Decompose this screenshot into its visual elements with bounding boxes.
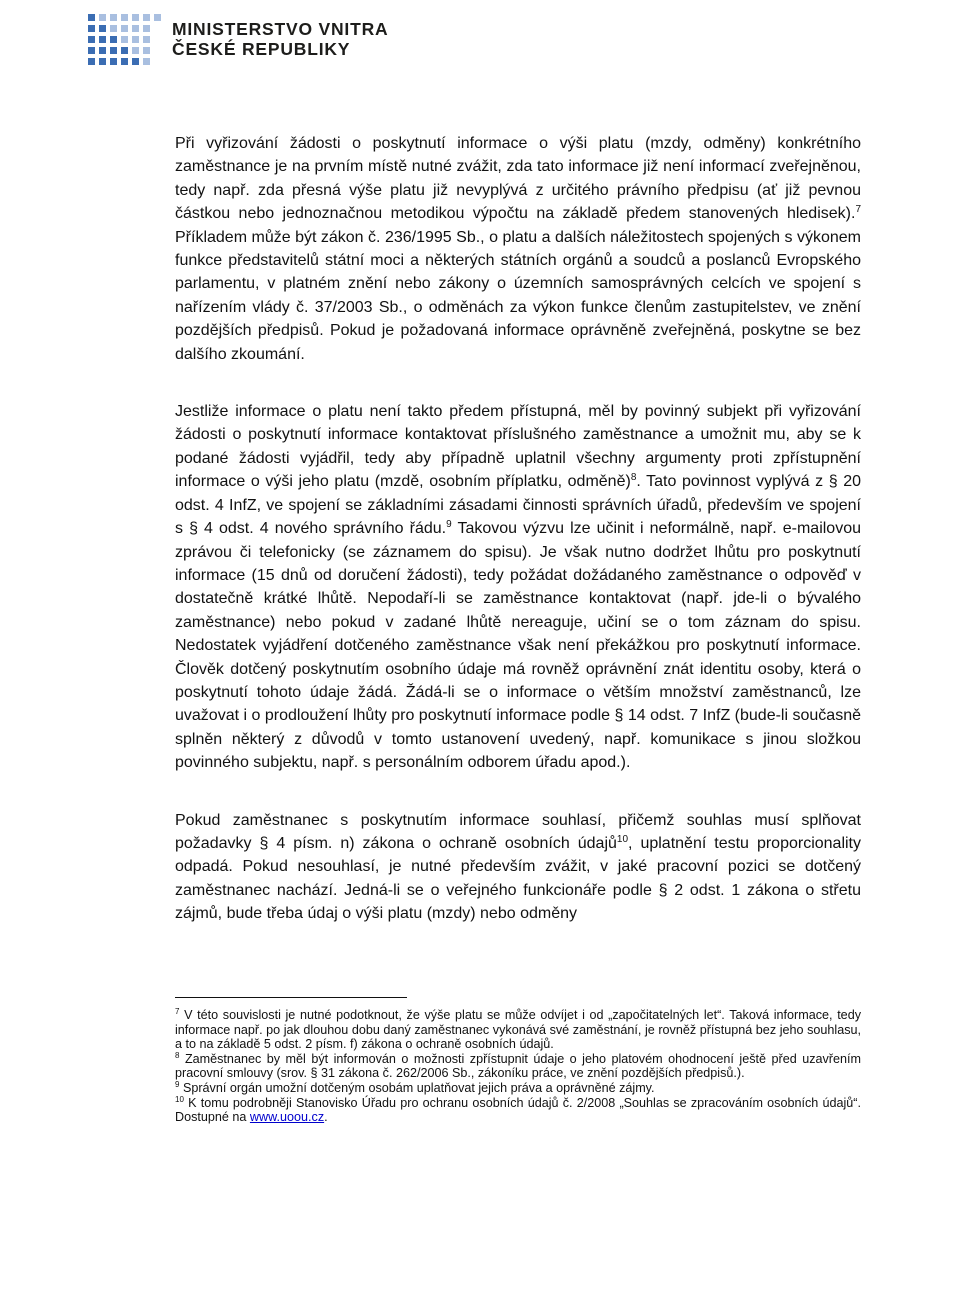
paragraph-3-text-a: Pokud zaměstnanec s poskytnutím informace souhlasí, přičemž souhlas musí splňovat požadavky § 4 písm. n) zákona o ochraně osobních údajů	[175, 811, 861, 852]
ministry-logo	[84, 12, 404, 68]
footnotes	[175, 1008, 861, 1125]
footnote-text: K tomu podrobněji Stanovisko Úřadu pro ochranu osobních údajů č. 2/2008 „Souhlas se zpracováním osobních údajů“. Dostupné na	[175, 1095, 861, 1125]
paragraph-1-text-b: Příkladem může být zákon č. 236/1995 Sb., o platu a dalších náležitostech spojených s výkonem funkce představitelů státní moci a některých státních orgánů a soudců a poslanců Evropského parlamentu, v platném znění nebo zákony o územních samosprávných celcích ve spojení s nařízením vlády č. 37/2003 Sb., o odměnách za výkon funkce členům zastupitelstev, ve znění pozdějších předpisů. Pokud je požadovaná informace oprávněně zveřejněná, poskytne se bez dalšího zkoumání.	[175, 228, 861, 363]
footnote-number: 10	[175, 1094, 184, 1104]
footnote-7	[175, 1008, 861, 1052]
footnote-text: Správní orgán umožní dotčeným osobám uplatňovat jejich práva a oprávněné zájmy.	[179, 1080, 655, 1095]
footnote-ref-7[interactable]: 7	[855, 204, 861, 216]
footnote-ref-9[interactable]: 9	[446, 519, 452, 531]
paragraph-2-text-b: . Tato povinnost vyplývá z § 20 odst. 4 InfZ, ve spojení se základními zásadami činnosti správních úřadů, především ve spojení s § 4 odst. 4 nového správního řádu.	[175, 473, 862, 538]
paragraph-3	[175, 809, 861, 926]
footnote-10	[175, 1096, 861, 1125]
paragraph-1	[175, 132, 861, 366]
footnote-text: Zaměstnanec by měl být informován o možnosti zpřístupnit údaje o jeho platovém ohodnocení ještě před uzavřením pracovní smlouvy (srov. § 31 zákona č. 262/2006 Sb., zákoníku práce, ve znění pozdějších předpisů.).	[175, 1051, 861, 1081]
footnote-8	[175, 1052, 861, 1081]
logo-dot-grid-icon	[84, 12, 162, 68]
footnote-ref-10[interactable]: 10	[616, 833, 629, 845]
paragraph-2-text-a: Jestliže informace o platu není takto předem přístupná, měl by povinný subjekt při vyřizování žádosti o poskytnutí informace kontaktovat příslušného zaměstnance a umožnit mu, aby se k podané žádosti vyjádřil, tedy aby případně uplatnil všechny argumenty proti zpřístupnění informace o výši jeho platu (mzdě, osobním příplatku, odměně)	[175, 403, 861, 491]
logo-line-1: MINISTERSTVO VNITRA	[172, 19, 389, 39]
logo-text	[172, 19, 388, 59]
footnote-text-after: .	[324, 1110, 328, 1125]
paragraph-2	[175, 400, 861, 775]
footnote-separator	[175, 997, 407, 998]
footnote-text: V této souvislosti je nutné podotknout, že výše platu se může odvíjet i od „započitatelných let“. Taková informace, tedy informace např. po jak dlouhou dobu daný zaměstnanec vykonává své zaměstnání, je rovněž přístupná bez jeho souhlasu, a to na základě 5 odst. 2 písm. f) zákona o ochraně osobních údajů.	[175, 1008, 861, 1052]
footnote-ref-8[interactable]: 8	[630, 472, 637, 484]
footnote-number: 8	[175, 1050, 180, 1060]
logo-line-2: ČESKÉ REPUBLIKY	[172, 39, 351, 59]
footnote-number: 7	[175, 1007, 180, 1016]
footnote-9	[175, 1081, 861, 1096]
document-body	[175, 132, 861, 926]
paragraph-2-text-c: Takovou výzvu lze učinit i neformálně, např. e-mailovou zprávou či telefonicky (se záznamem do spisu). Je však nutno dodržet lhůtu pro poskytnutí informace (15 dnů od doručení žádosti), tedy požádat dožádaného zaměstnance o odpověď v dostatečně krátké lhůtě. Nepodaří-li se zaměstnance kontaktovat (např. jde-li o bývalého zaměstnance) nebo pokud v zadané lhůtě nereaguje, učiní se o tom záznam do spisu. Nedostatek vyjádření dotčeného zaměstnance však není překážkou pro poskytnutí informace. Člověk dotčený poskytnutím osobního údaje má rovněž oprávnění znát identitu osoby, která o poskytnutí tohoto údaje žádá. Žádá-li se o informace o větším množství zaměstnanců, lze uvažovat i o prodloužení lhůty pro poskytnutí informace podle § 14 odst. 7 InfZ (bude-li současně splněn některý z důvodů v tomto ustanovení uvedený, např. komunikace s jinou složkou povinného subjektu, např. s personálním odborem úřadu apod.).	[175, 520, 862, 772]
paragraph-1-text-a: Při vyřizování žádosti o poskytnutí informace o výši platu (mzdy, odměny) konkrétního zaměstnance je na prvním místě nutné zvážit, zda tato informace již není informací zveřejněnou, tedy např. zda přesná výše platu již nevyplývá z určitého právního předpisu (ať již pevnou částkou nebo jednoznačnou metodikou výpočtu na základě předem stanovených hledisek).	[175, 135, 861, 223]
paragraph-3-text-b: , uplatnění testu proporcionality odpadá. Pokud nesouhlasí, je nutné především zvážit, v jaké pracovní pozici se dotčený zaměstnanec nachází. Jedná-li se o veřejného funkcionáře podle § 2 odst. 1 zákona o střetu zájmů, bude třeba údaj o výši platu (mzdy) nebo odměny	[175, 834, 861, 923]
uoou-link[interactable]: www.uoou.cz	[249, 1110, 325, 1125]
footnote-number: 9	[175, 1079, 180, 1089]
